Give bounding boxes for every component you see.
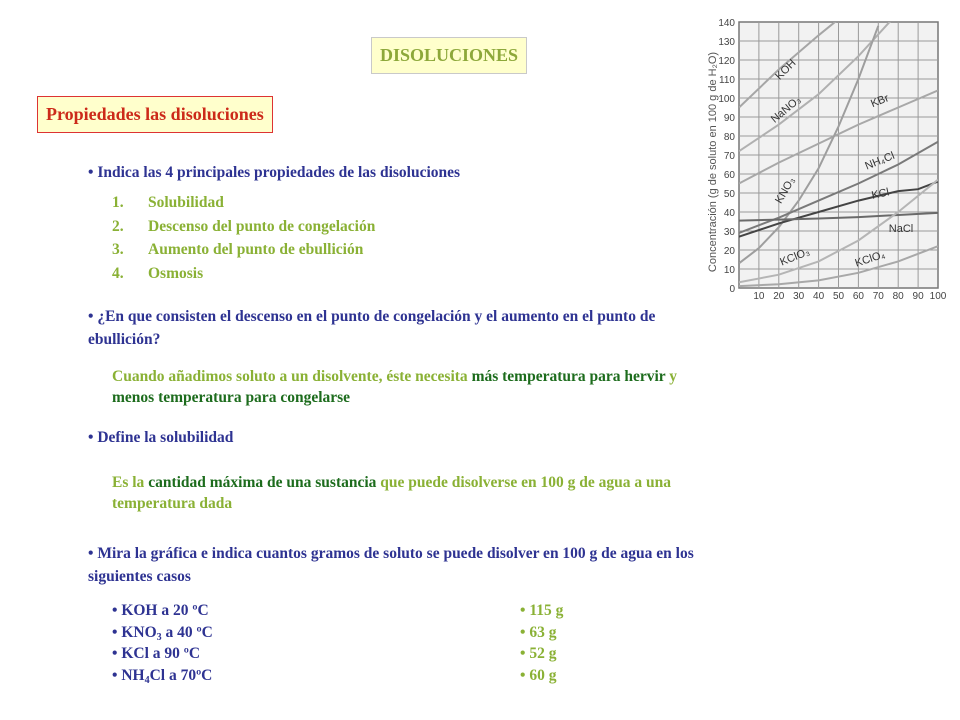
answer-2-highlight: más temperatura para hervir [471, 368, 666, 385]
question-2-text: ¿En que consisten el descenso en el punto de congelación y el aumento en el punto de [97, 308, 656, 325]
answer-value: 115 g [529, 602, 564, 619]
bullet: • [520, 623, 526, 641]
chart-x-tick-label: 70 [872, 291, 884, 302]
bullet: • [88, 545, 94, 562]
question-2 [88, 305, 808, 351]
property-number: 3. [112, 241, 124, 258]
question-2-line-2: ebullición? [88, 331, 161, 348]
property-number: 4. [112, 264, 124, 282]
bullet: • [88, 308, 94, 325]
case-text: Cl a 70ºC [149, 666, 213, 684]
solubility-chart [676, 12, 948, 302]
answer-3-text: que puede disolverse en 100 g de agua a una [376, 474, 671, 491]
answer-2-line-1 [112, 366, 832, 387]
chart-y-tick-label: 100 [718, 94, 735, 105]
section-title-text: Propiedades las disoluciones [46, 104, 264, 124]
chart-y-tick-label: 30 [723, 227, 735, 238]
chart-y-tick-label: 80 [723, 132, 735, 143]
property-item [112, 215, 375, 239]
chart-y-tick-label: 140 [718, 18, 735, 29]
case-item [112, 643, 213, 665]
chart-y-tick-label: 50 [723, 189, 735, 200]
property-text: Descenso del punto de congelación [148, 217, 376, 235]
bullet: • [112, 666, 118, 684]
chart-x-tick-label: 40 [813, 291, 825, 302]
chart-y-tick-label: 70 [723, 151, 735, 162]
question-1 [88, 161, 460, 184]
chart-y-axis-label: Concentración (g de soluto en 100 g de H₂O) [707, 51, 719, 273]
chart-y-tick-label: 90 [723, 113, 735, 124]
question-4-line-1 [88, 542, 848, 565]
chart-y-tick-label: 20 [723, 246, 735, 257]
property-text: Solubilidad [148, 194, 224, 211]
chart-series-label: KNO₃ [773, 175, 798, 206]
answers-list [520, 600, 563, 686]
chart-x-tick-label: 100 [929, 291, 947, 302]
chart-x-tick-label: 60 [852, 291, 864, 302]
case-subscript: 4 [144, 674, 150, 686]
chart-series-label: NH₄Cl [863, 149, 897, 173]
chart-y-tick-label: 120 [718, 56, 735, 67]
answer-item [520, 643, 563, 665]
answer-value: 63 g [529, 623, 557, 641]
question-4 [88, 542, 848, 588]
case-text: a 40 ºC [161, 623, 213, 641]
case-text: KNO [121, 623, 157, 641]
property-item [112, 262, 375, 286]
chart-x-tick-label: 20 [773, 291, 785, 302]
property-text: Aumento del punto de ebullición [148, 241, 364, 258]
chart-series-label: KBr [869, 92, 891, 111]
question-4-line-2: siguientes casos [88, 568, 191, 585]
answer-2-line-2: menos temperatura para congelarse [112, 389, 351, 406]
bullet: • [520, 645, 526, 662]
answer-value: 52 g [529, 645, 557, 662]
case-text: KOH a 20 ºC [121, 602, 209, 619]
answer-2-text: Cuando añadimos soluto a un disolvente, éste necesita [112, 368, 472, 385]
case-subscript: 3 [156, 631, 162, 643]
case-text: NH [121, 666, 145, 684]
property-item [112, 238, 375, 262]
chart-y-tick-label: 0 [729, 284, 735, 295]
case-item [112, 600, 213, 622]
question-4-text: Mira la gráfica e indica cuantos gramos de soluto se puede disolver en 100 g de agua en los [97, 545, 694, 562]
chart-series-label: KCl [870, 186, 891, 202]
chart-series-label: KClO₄ [853, 248, 887, 270]
property-number: 1. [112, 194, 124, 211]
question-3 [88, 426, 233, 449]
page-title [371, 37, 527, 74]
answer-3-text: Es la [112, 474, 149, 491]
chart-y-tick-label: 110 [719, 75, 735, 86]
case-item [112, 665, 213, 687]
chart-x-tick-label: 80 [892, 291, 904, 302]
property-number: 2. [112, 217, 124, 235]
bullet: • [112, 645, 118, 662]
question-1-text: Indica las 4 principales propiedades de las disoluciones [97, 164, 461, 181]
chart-x-tick-label: 90 [912, 291, 924, 302]
answer-item [520, 600, 563, 622]
bullet: • [112, 623, 118, 641]
section-title [37, 96, 273, 133]
chart-y-tick-label: 130 [718, 37, 735, 48]
chart-y-tick-label: 10 [723, 265, 735, 276]
chart-x-tick-label: 10 [753, 291, 765, 302]
chart-y-tick-label: 40 [723, 208, 735, 219]
answer-item [520, 622, 563, 644]
chart-x-tick-label: 30 [793, 291, 805, 302]
bullet: • [112, 602, 118, 619]
bullet: • [520, 666, 526, 684]
question-2-line-1 [88, 305, 808, 328]
answer-value: 60 g [529, 666, 557, 684]
property-item [112, 191, 375, 215]
bullet: • [520, 602, 526, 619]
answer-item [520, 665, 563, 687]
cases-list [112, 600, 213, 686]
answer-3-line-2: temperatura dada [112, 495, 233, 512]
properties-list [112, 191, 375, 285]
case-item [112, 622, 213, 644]
chart-series-label: KOH [773, 57, 799, 83]
chart-x-tick-label: 50 [832, 291, 845, 302]
property-text: Osmosis [148, 264, 204, 282]
answer-2 [112, 366, 832, 408]
answer-3 [112, 472, 832, 514]
question-3-text: Define la solubilidad [97, 429, 234, 446]
case-text: KCl a 90 ºC [121, 645, 201, 662]
bullet: • [88, 164, 94, 181]
answer-3-line-1 [112, 472, 832, 493]
answer-2-text: y [665, 368, 678, 385]
bullet: • [88, 429, 94, 446]
chart-series-label: KClO₃ [778, 245, 812, 269]
page-title-text: DISOLUCIONES [380, 45, 519, 65]
chart-series-label: NaCl [888, 223, 914, 235]
chart-series-label: NaNO₃ [768, 93, 804, 126]
answer-3-highlight: cantidad máxima de una sustancia [148, 474, 377, 491]
chart-y-tick-label: 60 [723, 170, 735, 181]
